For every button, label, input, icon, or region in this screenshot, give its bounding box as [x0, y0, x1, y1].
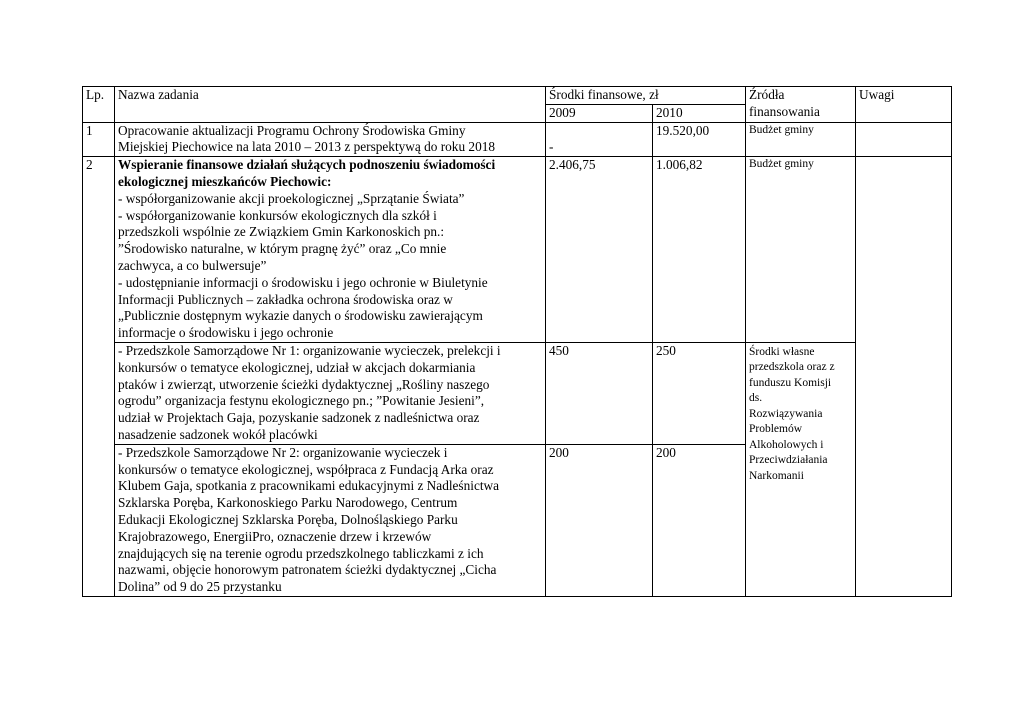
row2c-task-name: - Przedszkole Samorządowe Nr 2: organizowanie wycieczek i konkursów o tematyce ekologicznej, współpraca z Fundacją Arka oraz Klubem Gaja, spotkania z pracownikami edukacyjnymi z Nadleśnictwa Szklarska Poręba, Karkonoskiego Parku Narodowego, Centrum Edukacji Ekologicznej Szklarska Poręba, Dolnośląskiego Parku Krajobrazowego, EnergiiPro, oznaczenie drzew i krzewów znajdujących się na terenie ogrodu przedszkolnego tabliczkami z ich nazwami, objęcie honorowym patronatem ścieżki dydaktycznej „Cicha Dolina” od 9 do 25 przystanku — [115, 444, 546, 596]
header-lp: Lp. — [83, 87, 115, 123]
row2b-task-name: - Przedszkole Samorządowe Nr 1: organizowanie wycieczek, prelekcji i konkursów o tematyce ekologicznej, udział w akcjach dokarmiania ptaków i zwierząt, utworzenie ścieżki dydaktycznej „Rośliny naszego ogrodu” organizacja festynu ekologicznego pn.; ”Powitanie Jesieni”, udział w Projektach Gaja, pozyskanie sadzonek z nadleśnictwa oraz nasadzenie sadzonek wokół placówki — [115, 342, 546, 444]
table-row — [83, 157, 952, 343]
row2-funding-source: Budżet gminy — [746, 157, 856, 343]
row1-task-name: Opracowanie aktualizacji Programu Ochrony Środowiska Gminy Miejskiej Piechowice na lata 2010 – 2013 z perspektywą do roku 2018 — [115, 122, 546, 157]
header-funds: Środki finansowe, zł — [546, 87, 746, 105]
header-notes: Uwagi — [856, 87, 952, 123]
row1-value-2009: - — [546, 122, 653, 157]
row2c-value-2010: 200 — [653, 444, 746, 596]
row1-funding-source: Budżet gminy — [746, 122, 856, 157]
row2b-funding-source: Środki własne przedszkola oraz z funduszu Komisji ds. Rozwiązywania Problemów Alkoholowych i Przeciwdziałania Narkomanii — [746, 342, 856, 596]
row2-value-2010: 1.006,82 — [653, 157, 746, 343]
financing-table — [82, 86, 952, 597]
row2b-value-2010: 250 — [653, 342, 746, 444]
row2c-value-2009: 200 — [546, 444, 653, 596]
table-row — [83, 122, 952, 157]
table-row — [83, 342, 952, 444]
row2-notes — [856, 157, 952, 597]
header-task-name: Nazwa zadania — [115, 87, 546, 123]
header-year-2009: 2009 — [546, 104, 653, 122]
header-funding-source: Źródła finansowania — [746, 87, 856, 123]
row2-task-name: Wspieranie finansowe działań służących podnoszeniu świadomości ekologicznej mieszkańców Piechowic: - współorganizowanie akcji proekologicznej „Sprzątanie Świata” - współorganizowanie konkursów ekologicznych dla szkół i przedszkoli wspólnie ze Związkiem Gmin Karkonoskich pn.: ”Środowisko naturalne, w którym pragnę żyć” oraz „Co mnie zachwyca, a co bulwersuje” - udostępnianie informacji o środowisku i jego ochronie w Biuletynie Informacji Publicznych – zakładka ochrona środowiska oraz w „Publicznie dostępnym wykazie danych o środowisku zawierającym informacje o środowisku i jego ochronie — [115, 157, 546, 343]
row1-notes — [856, 122, 952, 157]
row2-lp: 2 — [83, 157, 115, 597]
header-year-2010: 2010 — [653, 104, 746, 122]
row1-lp: 1 — [83, 122, 115, 157]
row2-value-2009: 2.406,75 — [546, 157, 653, 343]
row2b-value-2009: 450 — [546, 342, 653, 444]
row1-value-2010: 19.520,00 — [653, 122, 746, 157]
